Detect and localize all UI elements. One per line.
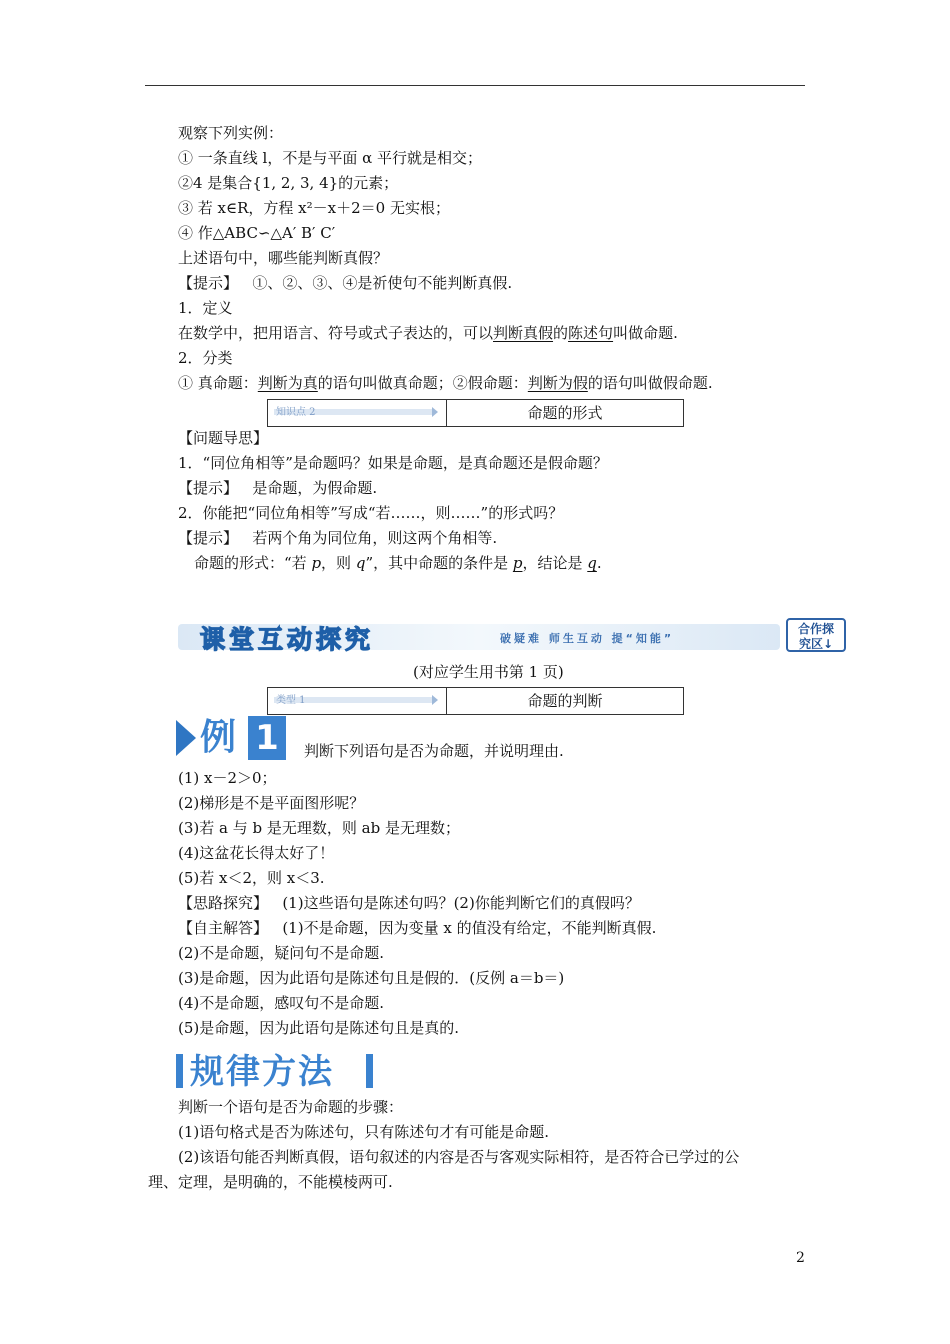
definition-text-a: 在数学中，把用语言、符号或式子表达的，可以 — [178, 324, 494, 342]
form-var-p-underlined: p — [512, 554, 523, 572]
knowledge-point-box — [267, 399, 684, 427]
example-item: (2)梯形是不是平面图形呢？ — [178, 794, 365, 812]
hint-label: 【提示】 — [178, 479, 239, 497]
example-item-3: ③ 若 x∈R，方程 x²－x＋2＝0 无实根； — [178, 199, 450, 217]
definition-underline-2: 陈述句 — [568, 324, 614, 342]
answer-line: (2)不是命题，疑问句不是命题. — [178, 944, 385, 962]
explore-line — [178, 893, 640, 913]
method-step-1: (1)语句格式是否为陈述句，只有陈述句才有可能是命题. — [178, 1123, 550, 1141]
example-item: (5)若 x＜2，则 x＜3. — [178, 869, 325, 887]
classification-text-a: ① 真命题： — [178, 374, 258, 392]
example-prompt: 判断下列语句是否为命题，并说明理由. — [304, 742, 564, 760]
definition-text-c: 叫做命题. — [613, 324, 678, 342]
answer-line: (5)是命题，因为此语句是陈述句且是真的. — [178, 1019, 460, 1037]
method-bar-right — [366, 1054, 373, 1088]
header-rule — [145, 85, 805, 86]
guide-question-1: 1．“同位角相等”是命题吗？如果是命题，是真命题还是假命题？ — [178, 454, 608, 472]
answer-line: (3)是命题，因为此语句是陈述句且是假的．(反例 a＝b＝) — [178, 969, 565, 987]
banner-badge — [786, 618, 846, 652]
section-banner — [178, 618, 848, 654]
method-step-2: (2)该语句能否判断真假，语句叙述的内容是否与客观实际相符，是否符合已学过的公 — [178, 1148, 740, 1166]
method-bar-left — [176, 1054, 183, 1088]
type-tag-text: 类型 1 — [276, 695, 306, 706]
solve-text: (1)不是命题，因为变量 x 的值没有给定，不能判断真假. — [282, 919, 657, 937]
arrow-right-icon — [432, 695, 438, 705]
question-guide-label: 【问题导思】 — [178, 429, 269, 447]
form-var-q: q — [355, 554, 366, 572]
form-var-q-underlined: q — [587, 554, 597, 572]
hint-text: ①、②、③、④是祈使句不能判断真假. — [252, 274, 513, 292]
page-number: 2 — [796, 1250, 805, 1266]
hint-label: 【提示】 — [178, 529, 239, 547]
form-text: ，则 — [321, 554, 356, 572]
knowledge-point-title: 命题的形式 — [527, 404, 603, 422]
badge-line-2: 究区↓ — [798, 637, 834, 651]
intro-heading: 观察下列实例： — [178, 124, 284, 142]
definition-title: 1．定义 — [178, 299, 233, 317]
answer-line: (4)不是命题，感叹句不是命题. — [178, 994, 385, 1012]
example-item-2: ②4 是集合{1, 2, 3, 4}的元素； — [178, 174, 399, 192]
example-item-1: ① 一条直线 l，不是与平面 α 平行就是相交； — [178, 149, 483, 167]
type-title: 命题的判断 — [527, 692, 603, 710]
example-item: (4)这盆花长得太好了！ — [178, 844, 335, 862]
proposition-form — [194, 553, 602, 573]
classification-text-b: 的语句叫做真命题；②假命题： — [317, 374, 528, 392]
definition-underline-1: 判断真假 — [493, 324, 554, 342]
form-text: 命题的形式：“若 — [194, 554, 312, 572]
explore-text: (1)这些语句是陈述句吗？(2)你能判断它们的真假吗？ — [282, 894, 640, 912]
triangle-icon — [176, 720, 196, 756]
hint-text: 是命题，为假命题. — [252, 479, 378, 497]
example-word: 例 — [200, 717, 237, 758]
form-text: . — [596, 554, 602, 572]
definition-text-b: 的 — [553, 324, 569, 342]
guide-question-2: 2．你能把“同位角相等”写成“若……，则……”的形式吗？ — [178, 504, 564, 522]
banner-subtitle: 破疑难 师生互动 提“知能” — [500, 632, 675, 645]
arrow-right-icon — [432, 407, 438, 417]
badge-line-1: 合作探 — [797, 622, 834, 636]
example-badge — [176, 716, 288, 760]
form-var-p: p — [311, 554, 322, 572]
example-number: 1 — [248, 716, 286, 760]
method-intro: 判断一个语句是否为命题的步骤： — [178, 1098, 404, 1116]
method-title: 规律方法 — [190, 1052, 334, 1092]
solve-line — [178, 918, 656, 938]
method-step-2-cont: 理、定理，是明确的，不能模棱两可. — [148, 1173, 393, 1191]
classification-text-c: 的语句叫做假命题. — [587, 374, 713, 392]
type-box — [267, 687, 684, 715]
example-item: (3)若 a 与 b 是无理数，则 ab 是无理数； — [178, 819, 460, 837]
intro-hint — [178, 273, 512, 293]
knowledge-point-tag-text: 知识点 2 — [276, 407, 316, 418]
type-tag — [268, 688, 447, 714]
classification-underline-1: 判断为真 — [257, 374, 318, 392]
hint-text: 若两个角为同位角，则这两个角相等. — [252, 529, 498, 547]
form-text: ，结论是 — [522, 554, 588, 572]
banner-title: 课堂互动探究 — [200, 625, 375, 654]
book-reference: (对应学生用书第 1 页) — [413, 663, 564, 681]
guide-hint-2 — [178, 528, 497, 548]
classification-title: 2．分类 — [178, 349, 233, 367]
solve-label: 【自主解答】 — [178, 919, 269, 937]
hint-label: 【提示】 — [178, 274, 239, 292]
intro-question: 上述语句中，哪些能判断真假？ — [178, 249, 389, 267]
example-item-4: ④ 作△ABC∽△A′ B′ C′ — [178, 224, 336, 242]
form-text: ”，其中命题的条件是 — [365, 554, 513, 572]
knowledge-point-tag — [268, 400, 447, 426]
explore-label: 【思路探究】 — [178, 894, 269, 912]
classification-underline-2: 判断为假 — [527, 374, 588, 392]
classification-text — [178, 373, 713, 393]
example-item: (1) x－2＞0； — [178, 769, 277, 787]
definition-text — [178, 323, 678, 343]
guide-hint-1 — [178, 478, 377, 498]
